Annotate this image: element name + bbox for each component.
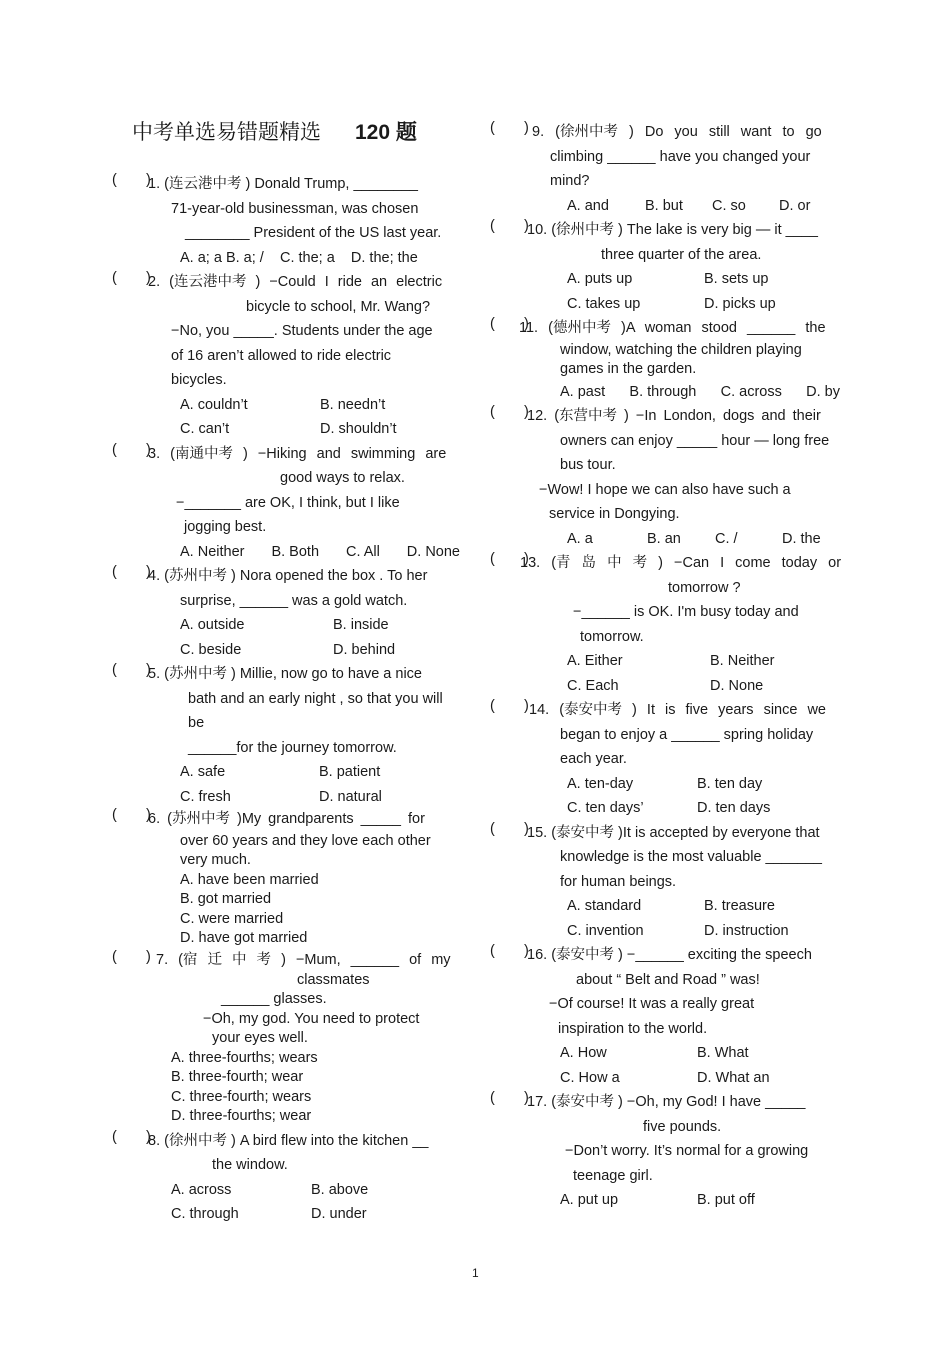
option: C. can’t [180, 421, 230, 437]
question-text: very much. [180, 852, 251, 868]
question-text: −Could I ride an electric [269, 274, 443, 290]
question-text: games in the garden. [560, 361, 697, 377]
question-text: climbing ______ have you changed your [550, 148, 811, 165]
question-number: 4. [148, 568, 161, 584]
question-text: −______ exciting the speech [626, 947, 812, 963]
question-text: be [188, 715, 205, 731]
question-text: for human beings. [560, 873, 677, 890]
option: A. have been married [180, 871, 319, 888]
answer-bracket[interactable]: ( ) [112, 172, 117, 188]
question-text: knowledge is the most valuable _______ [560, 849, 822, 865]
answer-bracket[interactable]: ( ) [490, 404, 495, 420]
question-text: tomorrow ? [668, 579, 741, 596]
answer-bracket[interactable]: ( ) [490, 1090, 495, 1106]
question-source: (泰安中考 ) [551, 1094, 623, 1110]
question-number: 12. [527, 408, 548, 424]
question-options [567, 772, 840, 821]
option: D. the [782, 530, 821, 547]
title-text: 中考单选易错题精选 [132, 121, 321, 144]
option: C. the; a [279, 249, 335, 266]
question-text: over 60 years and they love each other [180, 832, 431, 849]
question-text: −______ is OK. I'm busy today and [573, 604, 799, 620]
question-number: 1. [148, 176, 161, 192]
question-text: tomorrow. [580, 628, 644, 645]
question-text: A woman stood ______ the [625, 320, 826, 336]
right-column [490, 120, 840, 1213]
option: D. None [406, 543, 460, 560]
question-12 [490, 404, 840, 551]
option: D. under [311, 1206, 367, 1222]
question-options [567, 267, 840, 316]
question-number: 6. [148, 811, 161, 827]
option: A. puts up [567, 271, 633, 287]
question-text: A bird flew into the kitchen __ [239, 1132, 429, 1149]
question-text: your eyes well. [212, 1030, 308, 1046]
question-number: 13. [520, 555, 541, 571]
question-number: 14. [529, 702, 550, 718]
question-number: 3. [148, 445, 161, 462]
option: D. instruction [704, 922, 789, 939]
title-count: 120 题 [355, 121, 417, 144]
question-source: (泰安中考 ) [551, 947, 623, 963]
answer-bracket[interactable]: ( ) [112, 1129, 117, 1145]
question-number: 11. [519, 320, 539, 336]
question-number: 2. [148, 274, 161, 290]
answer-bracket[interactable]: ( ) [490, 316, 495, 332]
option: D. the; the [350, 249, 418, 266]
question-number: 17. [527, 1094, 548, 1110]
question-number: 15. [527, 824, 548, 841]
question-options [567, 894, 840, 943]
question-options [171, 1178, 460, 1227]
question-text: five pounds. [643, 1118, 722, 1135]
question-10 [490, 218, 840, 316]
option: B. three-fourth; wear [171, 1069, 304, 1085]
question-text: −Mum, ______ of my [295, 951, 451, 968]
question-text: mind? [550, 173, 590, 189]
question-text: −Hiking and swimming are [257, 445, 447, 462]
option: D. None [710, 677, 764, 694]
question-7 [112, 949, 460, 1127]
option: A. Neither [180, 543, 245, 560]
option: C. / [715, 530, 738, 547]
question-text: bus tour. [560, 457, 616, 473]
page-title [132, 116, 417, 146]
question-text: Donald Trump, ________ [254, 176, 418, 192]
option: B. inside [333, 617, 389, 633]
question-5 [112, 662, 460, 809]
question-text: −Oh, my God! I have _____ [626, 1094, 806, 1110]
question-text: −In London, dogs and their [635, 408, 821, 424]
question-text: about “ Belt and Road ” was! [576, 971, 760, 988]
question-4 [112, 564, 460, 662]
question-text: ______for the journey tomorrow. [188, 739, 397, 756]
option: A. across [171, 1181, 232, 1198]
option: C. invention [567, 922, 644, 939]
question-source: (宿 迁 中 考 ) [178, 951, 286, 968]
question-number: 16. [527, 947, 548, 963]
question-options [560, 1041, 840, 1090]
question-14 [490, 698, 840, 821]
question-text: 71-year-old businessman, was chosen [171, 200, 419, 217]
question-source: (南通中考 ) [170, 445, 248, 462]
answer-bracket[interactable]: ( ) [112, 807, 117, 823]
question-text: The lake is very big — it ____ [626, 222, 818, 238]
question-text: My grandparents _____ for [241, 811, 425, 827]
question-options [560, 1188, 840, 1213]
question-text: classmates [297, 971, 370, 988]
question-source: (泰安中考 ) [559, 702, 637, 718]
question-number: 5. [148, 666, 161, 682]
question-17 [490, 1090, 840, 1213]
option: A. a [567, 530, 593, 547]
answer-bracket[interactable]: ( ) [112, 564, 117, 580]
question-source: (青 岛 中 考 ) [551, 555, 663, 571]
option: D. by [806, 383, 840, 400]
question-text: window, watching the children playing [560, 341, 802, 358]
answer-bracket[interactable]: ( ) [112, 949, 117, 965]
question-3 [112, 442, 460, 565]
question-number: 7. [156, 951, 169, 968]
question-text: −Wow! I hope we can also have such a [539, 481, 791, 498]
question-6 [112, 807, 460, 949]
question-source: (徐州中考 ) [551, 222, 623, 238]
answer-bracket[interactable]: ( ) [490, 821, 495, 837]
question-text: the window. [212, 1157, 288, 1173]
question-text: Do you still want to go [644, 124, 822, 140]
option: C. fresh [180, 788, 231, 805]
question-1 [112, 172, 460, 270]
question-text: Nora opened the box . To her [239, 568, 428, 584]
option: D. have got married [180, 930, 308, 946]
option: B. got married [180, 891, 272, 907]
question-text: inspiration to the world. [558, 1020, 708, 1037]
question-options [180, 760, 460, 809]
question-11 [490, 316, 840, 404]
question-source: (东营中考 ) [554, 408, 629, 424]
option: A. ten-day [567, 775, 634, 792]
option: B. Neither [710, 653, 775, 669]
question-source: (苏州中考 ) [164, 666, 236, 682]
option: A. past [560, 383, 606, 400]
question-text: each year. [560, 751, 627, 767]
option: B. ten day [697, 775, 763, 792]
question-options [567, 527, 840, 552]
option: A. and [567, 197, 609, 214]
question-text: began to enjoy a ______ spring holiday [560, 726, 814, 743]
question-options [180, 613, 460, 662]
option: B. but [645, 197, 683, 214]
question-text: owners can enjoy _____ hour — long free [560, 432, 830, 449]
question-options [180, 540, 460, 565]
option: C. ten days’ [567, 800, 644, 816]
option: B. sets up [704, 271, 769, 287]
option: C. beside [180, 641, 242, 658]
question-text: teenage girl. [573, 1167, 653, 1184]
option: C. Each [567, 677, 619, 694]
question-text: bicycles. [171, 372, 227, 388]
question-options [560, 380, 840, 405]
question-source: (苏州中考 ) [164, 568, 236, 584]
question-text: service in Dongying. [549, 506, 680, 522]
option: D. three-fourths; wear [171, 1108, 312, 1124]
question-text: jogging best. [184, 519, 267, 535]
option: D. shouldn’t [320, 421, 397, 437]
question-number: 10. [527, 222, 548, 238]
option: A. a; a [180, 249, 222, 266]
question-text: −Of course! It was a really great [549, 996, 755, 1012]
option: A. outside [180, 617, 245, 633]
question-source: (徐州中考 ) [555, 124, 634, 140]
question-text: bicycle to school, Mr. Wang? [246, 298, 431, 315]
option: C. were married [180, 910, 284, 927]
left-column [112, 172, 460, 1227]
question-text: bath and an early night , so that you will [188, 690, 443, 707]
option: C. How a [560, 1069, 620, 1086]
question-options [180, 246, 460, 271]
question-text: of 16 aren’t allowed to ride electric [171, 347, 392, 364]
option: B. Both [271, 543, 320, 560]
option: B. treasure [704, 898, 775, 914]
answer-bracket[interactable]: ( ) [490, 120, 495, 136]
answer-bracket[interactable]: ( ) [490, 943, 495, 959]
question-15 [490, 821, 840, 944]
question-text: −Don’t worry. It’s normal for a growing [565, 1143, 809, 1159]
option: D. or [779, 197, 811, 214]
question-text: ______ glasses. [221, 991, 327, 1007]
option: C. takes up [567, 295, 641, 312]
question-options [567, 194, 840, 219]
option: B. through [629, 383, 697, 400]
question-source: (连云港中考 ) [164, 176, 251, 192]
question-text: Millie, now go to have a nice [239, 666, 422, 682]
question-text: −Oh, my god. You need to protect [203, 1010, 420, 1027]
option: D. natural [319, 788, 382, 805]
option: B. an [647, 530, 681, 547]
question-options [180, 393, 460, 442]
question-text: three quarter of the area. [601, 246, 762, 263]
option: C. three-fourth; wears [171, 1088, 312, 1105]
question-options [567, 649, 840, 698]
option: A. safe [180, 764, 226, 780]
option: D. picks up [704, 295, 776, 312]
question-13 [490, 551, 840, 698]
answer-bracket[interactable]: ( ) [490, 698, 495, 714]
question-text: −Can I come today or [674, 555, 842, 571]
answer-bracket[interactable]: ( ) [490, 551, 495, 567]
option: A. standard [567, 898, 642, 914]
option: B. above [311, 1181, 369, 1198]
option: A. How [560, 1045, 607, 1061]
question-text: good ways to relax. [280, 470, 405, 486]
option: C. so [712, 197, 746, 214]
question-source: (德州中考 ) [548, 320, 626, 336]
option: C. across [720, 383, 782, 400]
option: A. couldn’t [180, 396, 248, 413]
question-text: It is five years since we [646, 702, 826, 718]
option: B. patient [319, 764, 381, 780]
question-8 [112, 1129, 460, 1227]
question-source: (苏州中考 ) [167, 811, 242, 827]
answer-bracket[interactable]: ( ) [112, 662, 117, 678]
option: B. What [697, 1045, 749, 1061]
option: A. three-fourths; wears [171, 1049, 318, 1066]
question-source: (徐州中考 ) [164, 1132, 236, 1149]
question-text: ________ President of the US last year. [185, 225, 442, 241]
question-text: −No, you _____. Students under the age [171, 323, 433, 339]
question-source: (泰安中考 ) [551, 824, 623, 841]
option: B. put off [697, 1192, 755, 1208]
option: D. What an [697, 1069, 770, 1086]
option: A. Either [567, 653, 623, 669]
question-number: 9. [532, 124, 545, 140]
question-text: It is accepted by everyone that [622, 824, 820, 841]
answer-bracket[interactable]: ( ) [112, 270, 117, 286]
answer-bracket[interactable]: ( ) [490, 218, 495, 234]
question-2 [112, 270, 460, 442]
option: B. a; / [225, 249, 264, 266]
option: D. ten days [697, 800, 771, 816]
question-text: −_______ are OK, I think, but I like [176, 494, 400, 511]
question-source: (连云港中考 ) [169, 274, 261, 290]
question-text: surprise, ______ was a gold watch. [180, 592, 408, 609]
option: B. needn’t [320, 396, 386, 413]
option: A. put up [560, 1192, 619, 1208]
option: C. All [345, 543, 380, 560]
option: C. through [171, 1206, 239, 1222]
question-16 [490, 943, 840, 1090]
question-9 [490, 120, 840, 218]
page-number: 1 [472, 1266, 479, 1280]
answer-bracket[interactable]: ( ) [112, 442, 117, 458]
question-number: 8. [148, 1132, 161, 1149]
option: D. behind [333, 641, 396, 658]
